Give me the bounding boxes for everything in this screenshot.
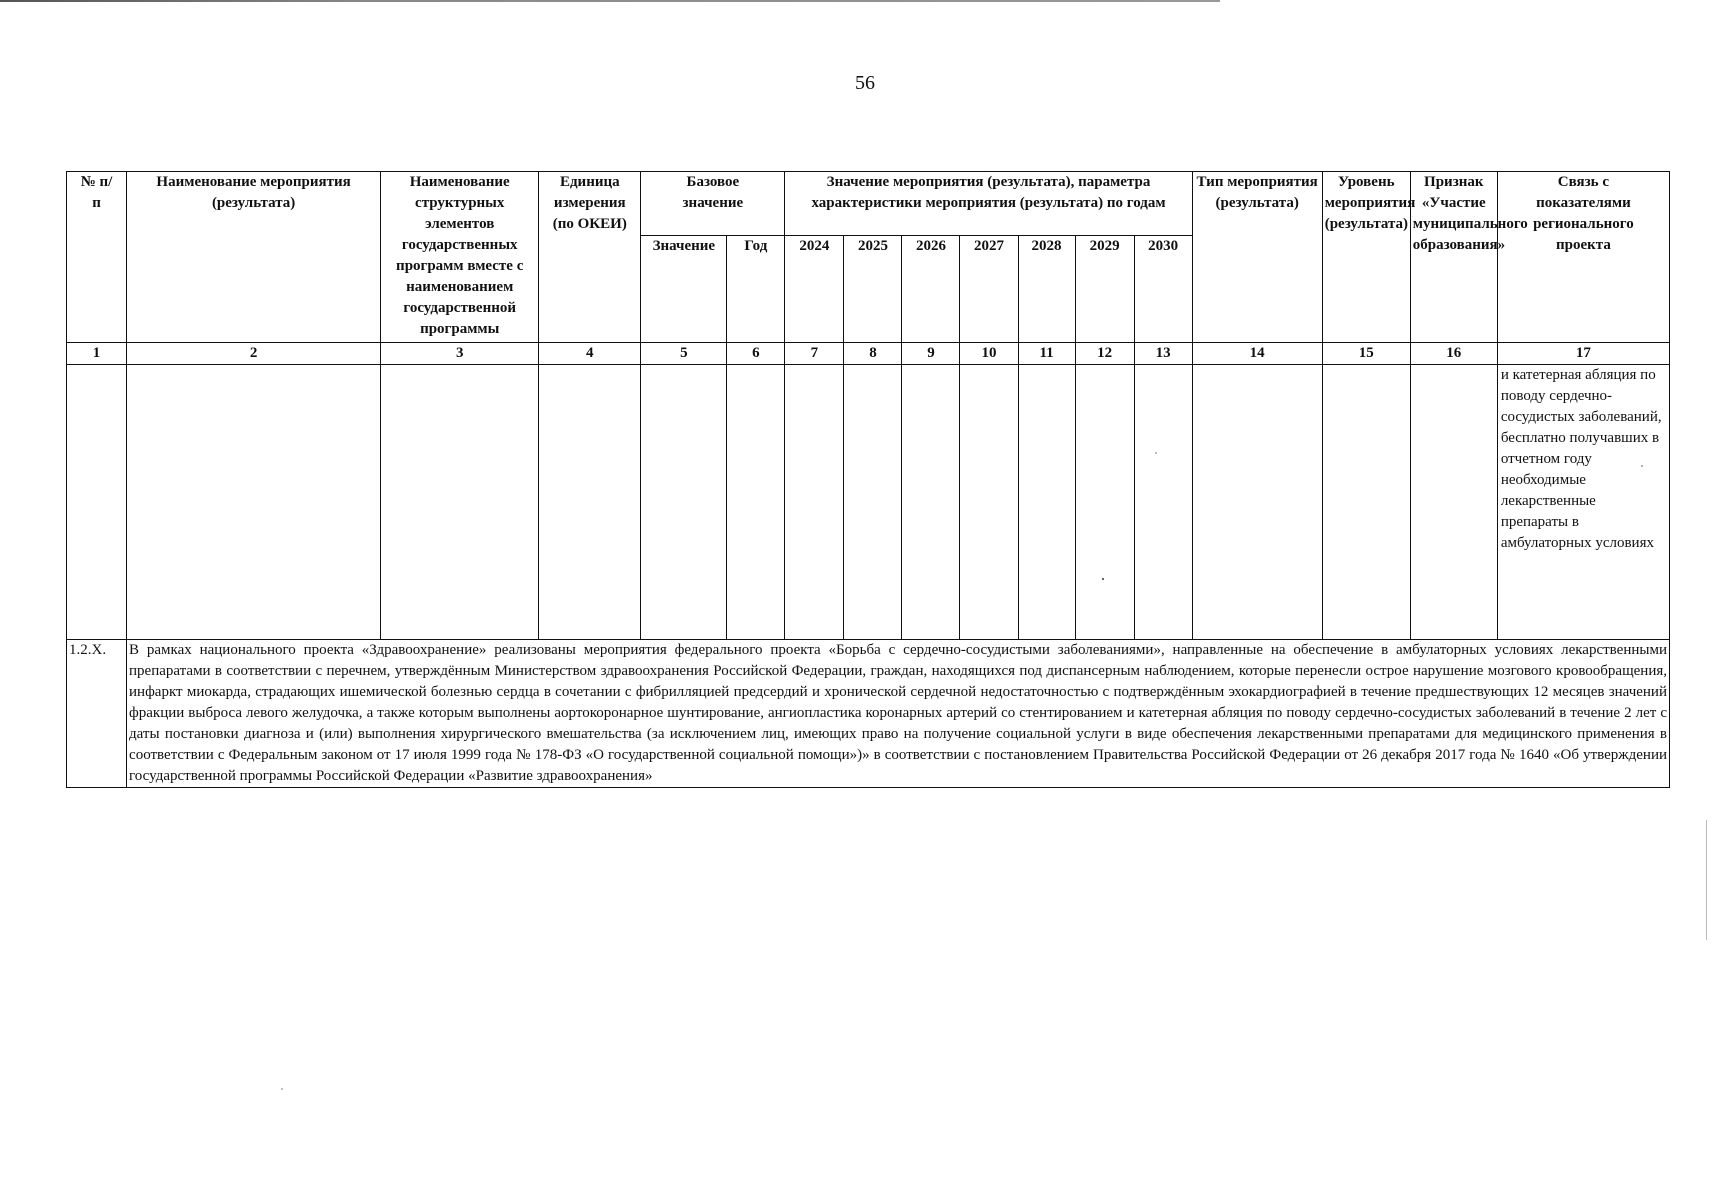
table-cell (1410, 365, 1497, 640)
row-description: В рамках национального проекта «Здравоохранение» реализованы мероприятия федерального проекта «Борьба с сердечно-сосудистыми заболеваниями», направленные на обеспечение в амбулаторных условиях лекарственными препаратами в соответствии с перечнем, утверждённым Министерством здравоохранения Российской Федерации, граждан, находящихся под диспансерным наблюдением, которые перенесли острое нарушение мозгового кровообращения, инфаркт миокарда, страдающих ишемической болезнью сердца в сочетании с фибрилляцией предсердий и хронической сердечной недостаточностью с подтверждённым эхокардиографией в течение предшествующих 12 месяцев значений фракции выброса левого желудочка, а также которым выполнены аортокоронарное шунтирование, ангиопластика коронарных артерий со стентированием и катетерная абляция по поводу сердечно-сосудистых заболеваний в течение 2 лет с даты постановки диагноза и (или) выполнения хирургического вмешательства (за исключением лиц, имеющих право на получение социальной услуги в виде обеспечения лекарственными препаратами для медицинского применения в соответствии с Федеральным законом от 17 июля 1999 года № 178-ФЗ «О государственной социальной помощи»)» в соответствии с постановлением Правительства Российской Федерации от 26 декабря 2017 года № 1640 «Об утверждении государственной программы Российской Федерации «Развитие здравоохранения» (127, 640, 1670, 788)
scan-edge-line (0, 0, 1220, 2)
header-year: 2025 (844, 236, 902, 343)
column-number: 1 (67, 343, 127, 365)
table-cell (1075, 365, 1134, 640)
column-number: 16 (1410, 343, 1497, 365)
header-type: Тип мероприятия (результата) (1192, 172, 1322, 343)
column-number: 2 (127, 343, 381, 365)
table-cell (539, 365, 641, 640)
header-base: Базовое значение (641, 172, 785, 236)
column-number: 14 (1192, 343, 1322, 365)
scan-speck (1102, 578, 1104, 580)
table-row-1-2-x (67, 640, 1670, 788)
column-number: 13 (1134, 343, 1192, 365)
column-number: 12 (1075, 343, 1134, 365)
continuation-row (67, 365, 1670, 640)
column-number: 9 (902, 343, 960, 365)
header-municipal: Признак «Участие муниципального образования» (1410, 172, 1497, 343)
table-cell (1018, 365, 1075, 640)
column-number: 5 (641, 343, 727, 365)
column-number: 11 (1018, 343, 1075, 365)
table-cell (641, 365, 727, 640)
table-cell (844, 365, 902, 640)
scan-mark (1706, 820, 1707, 940)
header-base-value: Значение (641, 236, 727, 343)
table-cell (1134, 365, 1192, 640)
header-row-1 (67, 172, 1670, 236)
table-cell (67, 365, 127, 640)
table-cell (127, 365, 381, 640)
table-cell (960, 365, 1018, 640)
scan-speck (1155, 452, 1157, 454)
results-table (66, 171, 1670, 788)
table-cell (1322, 365, 1410, 640)
header-link: Связь с показателями регионального проекта (1497, 172, 1669, 343)
header-structural: Наименование структурных элементов государственных программ вместе с наименованием государственной программы (381, 172, 539, 343)
table-cell (381, 365, 539, 640)
column-number: 3 (381, 343, 539, 365)
column-number: 4 (539, 343, 641, 365)
header-values-by-year: Значение мероприятия (результата), параметра характеристики мероприятия (результата) по годам (785, 172, 1192, 236)
header-base-year: Год (727, 236, 785, 343)
column-number: 15 (1322, 343, 1410, 365)
column-number: 17 (1497, 343, 1669, 365)
header-unit: Единица измерения (по ОКЕИ) (539, 172, 641, 343)
header-name: Наименование мероприятия (результата) (127, 172, 381, 343)
column-number-row (67, 343, 1670, 365)
column-number: 8 (844, 343, 902, 365)
page-number: 56 (855, 72, 875, 94)
header-num: № п/п (67, 172, 127, 343)
column-number: 7 (785, 343, 844, 365)
table-cell (785, 365, 844, 640)
table-cell (902, 365, 960, 640)
row-id: 1.2.Х. (67, 640, 127, 788)
column-number: 6 (727, 343, 785, 365)
scan-speck (1641, 465, 1643, 467)
header-year: 2030 (1134, 236, 1192, 343)
header-level: Уровень мероприятия (результата) (1322, 172, 1410, 343)
column-number: 10 (960, 343, 1018, 365)
header-year: 2028 (1018, 236, 1075, 343)
link-cell-continuation: и катетерная абляция по поводу сердечно-сосудистых заболеваний, бесплатно получавших в отчетном году необходимые лекарственные препараты в амбулаторных условиях (1497, 365, 1669, 640)
header-year: 2029 (1075, 236, 1134, 343)
header-year: 2026 (902, 236, 960, 343)
table-cell (1192, 365, 1322, 640)
table-cell (727, 365, 785, 640)
header-year: 2027 (960, 236, 1018, 343)
scan-speck (281, 1088, 283, 1090)
header-year: 2024 (785, 236, 844, 343)
